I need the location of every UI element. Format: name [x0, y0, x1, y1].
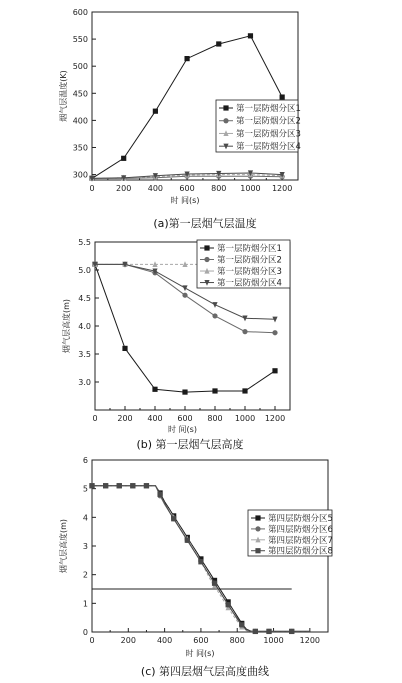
legend-label: 第一层防烟分区1: [236, 104, 301, 114]
data-point: [117, 483, 122, 488]
data-point: [216, 41, 221, 46]
data-point: [253, 629, 258, 634]
data-point: [248, 33, 253, 38]
y-tick-label: 4.5: [78, 294, 91, 303]
legend-label: 第一层防烟分区4: [236, 142, 301, 153]
data-point: [239, 622, 244, 627]
legend-marker: [255, 548, 260, 553]
chart-caption: (c) 第四层烟气层高度曲线: [140, 665, 270, 678]
legend-marker: [255, 526, 260, 531]
x-tick-label: 800: [207, 414, 223, 423]
x-tick-label: 400: [147, 414, 163, 423]
legend-label: 第一层防烟分区2: [236, 116, 301, 127]
data-point: [185, 538, 190, 543]
y-axis-label: 烟气层高度(m): [62, 298, 71, 354]
legend-label: 第一层防烟分区1: [217, 244, 282, 254]
legend-marker: [223, 105, 228, 110]
legend-label: 第四层防烟分区6: [268, 524, 333, 535]
y-tick-label: 600: [72, 8, 88, 17]
data-point: [121, 156, 126, 161]
data-point: [152, 387, 157, 392]
data-point: [171, 516, 176, 521]
x-tick-label: 200: [120, 636, 136, 645]
data-point: [226, 602, 231, 607]
y-axis-label: 烟气层高度(m): [59, 518, 68, 574]
plot-frame: [92, 12, 298, 180]
legend-marker: [223, 118, 228, 123]
y-tick-label: 2: [82, 570, 88, 580]
y-tick-label: 500: [72, 62, 88, 72]
x-tick-label: 1000: [240, 184, 261, 193]
data-point: [144, 483, 149, 488]
data-point: [212, 388, 217, 393]
y-tick-label: 1: [82, 599, 88, 609]
x-tick-label: 1000: [263, 636, 284, 645]
legend: [197, 240, 290, 289]
data-point: [182, 293, 187, 298]
y-tick-label: 5.0: [78, 266, 91, 275]
legend: [248, 510, 333, 557]
data-point: [242, 329, 247, 334]
data-point: [272, 368, 277, 373]
y-tick-label: 5.5: [78, 238, 91, 247]
chart-1: [58, 8, 301, 230]
x-tick-label: 200: [117, 414, 133, 423]
data-point: [280, 94, 285, 99]
data-point: [182, 389, 187, 394]
data-point: [184, 56, 189, 61]
data-point: [157, 492, 162, 497]
data-point: [103, 483, 108, 488]
chart-caption: (a)第一层烟气层温度: [153, 217, 257, 230]
x-tick-label: 800: [229, 636, 245, 645]
y-tick-label: 3: [82, 542, 88, 551]
y-tick-label: 5: [82, 484, 88, 494]
x-tick-label: 1000: [234, 414, 256, 423]
x-tick-label: 0: [89, 636, 95, 645]
y-tick-label: 4.0: [78, 322, 91, 331]
chart-3: [58, 456, 333, 678]
y-tick-label: 300: [72, 170, 88, 180]
y-axis-label: 烟气层温度(K): [59, 70, 68, 122]
x-tick-label: 600: [177, 414, 193, 423]
y-tick-label: 400: [72, 116, 88, 126]
x-tick-label: 600: [179, 184, 195, 193]
data-point: [122, 346, 127, 351]
x-tick-label: 1200: [264, 414, 286, 423]
data-point: [198, 559, 203, 564]
y-tick-label: 3.5: [78, 350, 91, 359]
legend-label: 第四层防烟分区7: [268, 535, 333, 546]
chart-caption: (b) 第一层烟气层高度: [136, 438, 244, 451]
data-point: [182, 285, 187, 291]
data-point: [130, 483, 135, 488]
legend-label: 第四层防烟分区5: [268, 514, 333, 524]
x-axis-label: 时 间(s): [170, 196, 200, 205]
chart-2: [61, 238, 290, 451]
legend-label: 第一层防烟分区4: [217, 278, 282, 289]
legend: [216, 100, 301, 152]
legend-marker: [204, 257, 209, 262]
data-point: [212, 581, 217, 586]
legend-label: 第一层防烟分区3: [217, 267, 282, 278]
legend-marker: [255, 515, 260, 520]
y-tick-label: 4: [82, 513, 88, 523]
y-tick-label: 6: [82, 456, 88, 465]
data-point: [89, 483, 94, 488]
x-tick-label: 400: [147, 184, 164, 193]
x-tick-label: 0: [89, 184, 95, 193]
legend-label: 第一层防烟分区3: [236, 129, 301, 140]
legend-label: 第四层防烟分区8: [268, 546, 333, 557]
legend-label: 第一层防烟分区2: [217, 255, 282, 266]
x-tick-label: 800: [211, 184, 227, 193]
x-tick-label: 1200: [299, 636, 321, 645]
data-point: [212, 313, 217, 318]
y-tick-label: 550: [72, 35, 88, 45]
x-axis-label: 时 间(s): [168, 425, 197, 434]
y-tick-label: 0: [82, 628, 88, 637]
legend-marker: [204, 245, 209, 250]
x-tick-label: 200: [116, 184, 132, 193]
data-point: [272, 330, 277, 335]
x-tick-label: 1200: [271, 184, 293, 193]
data-point: [266, 629, 271, 634]
x-tick-label: 0: [92, 414, 98, 423]
data-point: [242, 388, 247, 393]
x-tick-label: 400: [156, 636, 173, 645]
y-tick-label: 450: [72, 89, 88, 99]
x-tick-label: 600: [193, 636, 209, 645]
data-point: [153, 109, 158, 114]
data-point: [289, 629, 294, 634]
y-tick-label: 3.0: [78, 378, 91, 387]
x-axis-label: 时 间(s): [185, 649, 215, 658]
y-tick-label: 350: [72, 143, 88, 153]
